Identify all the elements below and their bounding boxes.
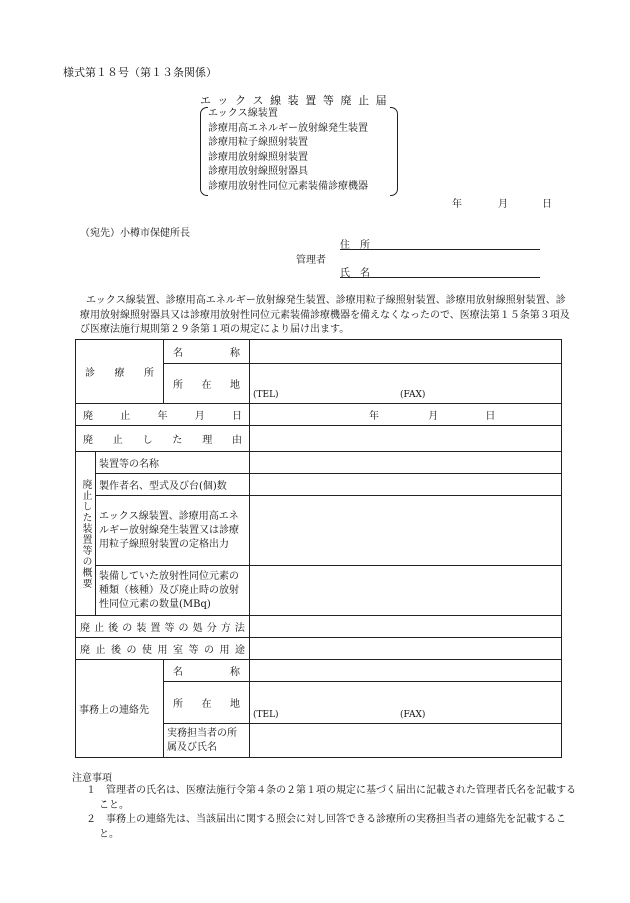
device-item: 診療用高エネルギー放射線発生装置 xyxy=(208,122,368,134)
signer-name-field[interactable] xyxy=(340,264,540,278)
reason-field[interactable] xyxy=(250,426,562,452)
device-type-list xyxy=(200,107,398,196)
statement-paragraph: エックス線装置、診療用高エネルギー放射線発生装置、診療用粒子線照射装置、診療用放射線照射装置、診療用放射線照射器具又は診療用放射性同位元素装備診療機器を備えなくなったので、医療法第１５条第３項及び医療法施行規則第２９条第１項の規定により届け出ます。 xyxy=(80,295,570,336)
abolish-date-label: 廃 止 年 月 日 xyxy=(76,404,250,426)
clinic-location-label: 所 在 地 xyxy=(164,364,250,404)
tel-label: (TEL) xyxy=(253,710,279,720)
note-item: ２ 事務上の連絡先は、当該届出に関する照会に対し回答できる診療所の実務担当者の連絡先を記載すること。 xyxy=(86,814,566,840)
contact-location-label: 所 在 地 xyxy=(164,682,250,724)
notification-table xyxy=(75,339,562,758)
rated-output-field[interactable] xyxy=(250,496,562,566)
fax-label: (FAX) xyxy=(400,390,426,400)
date-day: 日 xyxy=(542,199,552,210)
note-item: １ 管理者の氏名は、医療法施行令第４条の２第１項の規定に基づく届出に記載された管理者氏名を記載すること。 xyxy=(86,785,576,811)
clinic-name-field[interactable] xyxy=(250,340,562,364)
contact-location-field[interactable] xyxy=(250,682,562,724)
signer-name-label: 氏 名 xyxy=(340,268,370,279)
date-month: 月 xyxy=(498,199,508,210)
device-item: 診療用放射線照射器具 xyxy=(208,166,308,178)
device-item: 診療用放射性同位元素装備診療機器 xyxy=(208,180,368,192)
disposal-field[interactable] xyxy=(250,616,562,638)
disposal-label: 廃 止 後 の 装 置 等 の 処 分 方 法 xyxy=(76,616,250,638)
date-year: 年 xyxy=(452,199,462,210)
device-item: 診療用放射線照射装置 xyxy=(208,151,308,163)
device-name-label: 装置等の名称 xyxy=(96,452,250,474)
clinic-label: 診 療 所 xyxy=(76,340,164,404)
contact-label: 事務上の連絡先 xyxy=(76,660,164,758)
right-brace xyxy=(390,107,398,196)
contact-name-field[interactable] xyxy=(250,660,562,682)
form-title: エックス線装置等廃止届 xyxy=(200,94,394,107)
maker-field[interactable] xyxy=(250,474,562,496)
signer-address-label: 住 所 xyxy=(340,240,370,251)
signer-address-field[interactable] xyxy=(340,236,540,250)
signer-label: 管理者 xyxy=(296,255,326,266)
clinic-name-label: 名 称 xyxy=(164,340,250,364)
clinic-location-field[interactable] xyxy=(250,364,562,404)
tel-label: (TEL) xyxy=(253,390,279,400)
isotope-field[interactable] xyxy=(250,566,562,616)
contact-name-label: 名 称 xyxy=(164,660,250,682)
person-field[interactable] xyxy=(250,724,562,758)
room-use-label: 廃 止 後 の 使 用 室 等 の 用 途 xyxy=(76,638,250,660)
notes-title: 注意事項 xyxy=(72,773,112,784)
reason-label: 廃 止 し た 理 由 xyxy=(76,426,250,452)
maker-label: 製作者名、型式及び台(個)数 xyxy=(96,474,250,496)
room-use-field[interactable] xyxy=(250,638,562,660)
left-brace xyxy=(200,107,208,196)
person-label: 実務担当者の所属及び氏名 xyxy=(164,724,250,758)
abolish-date-field[interactable]: 年 月 日 xyxy=(250,404,562,426)
device-name-field[interactable] xyxy=(250,452,562,474)
device-list-items xyxy=(208,107,368,195)
rated-output-label: エックス線装置、診療用高エネルギー放射線発生装置又は診療用粒子線照射装置の定格出力 xyxy=(96,496,250,566)
fax-label: (FAX) xyxy=(400,710,426,720)
device-item: エックス線装置 xyxy=(208,108,278,119)
overview-label: 廃止した装置等の概要 xyxy=(76,452,96,616)
isotope-label: 装備していた放射性同位元素の種類（核種）及び廃止時の放射性同位元素の数量(MBq) xyxy=(96,566,250,616)
addressee: （宛先）小樽市保健所長 xyxy=(80,228,190,239)
device-item: 診療用粒子線照射装置 xyxy=(208,137,308,149)
form-number: 様式第１８号（第１３条関係） xyxy=(63,66,217,79)
